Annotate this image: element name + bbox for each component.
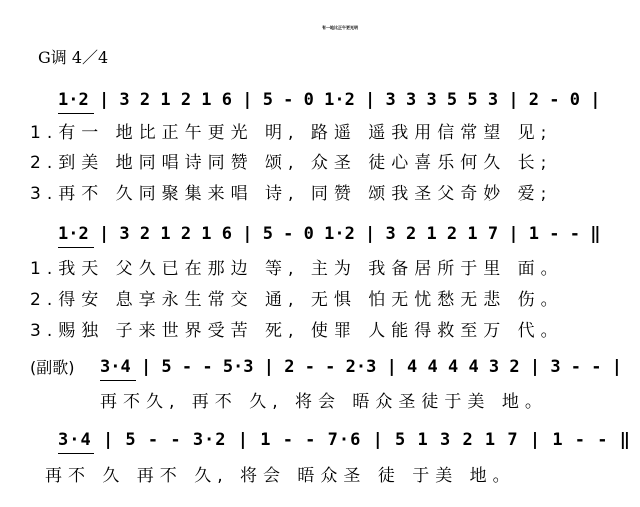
beam-underline [58,247,94,248]
notation-line-2: 1·2 | 3 2 1 2 1 6 | 5 - 0 1·2 | 3 2 1 2 1 7 | 1 - - ‖ [58,224,601,244]
notation-line-3: 3·4 | 5 - - 5·3 | 2 - - 2·3 | 4 4 4 4 3 2 | 3 - - | [100,357,622,377]
notation-line-4: 3·4 | 5 - - 3·2 | 1 - - 7·6 | 5 1 3 2 1 7 | 1 - - ‖ [58,430,631,450]
beam-underline [58,453,94,454]
lyric-line-2-verse-3: 3.赐独 子来世界受苦 死, 使罪 人能得救至万 代。 [30,321,564,341]
lyric-line-4: 再不 久 再不 久, 将会 晤众圣 徒 于美 地。 [45,466,516,486]
notation-line-1: 1·2 | 3 2 1 2 1 6 | 5 - 0 1·2 | 3 3 3 5 5 3 | 2 - 0 | [58,90,601,110]
lyric-line-1-verse-3: 3.再不 久同聚集来唱 诗, 同赞 颂我圣父奇妙 爱; [30,184,553,204]
lyric-line-1-verse-2: 2.到美 地同唱诗同赞 颂, 众圣 徒心喜乐何久 长; [30,153,553,173]
lyric-line-2-verse-2: 2.得安 息享永生常交 通, 无惧 怕无忧愁无悲 伤。 [30,290,564,310]
lyric-line-1-verse-1: 1.有一 地比正午更光 明, 路遥 遥我用信常望 见; [30,123,553,143]
beam-underline [100,380,136,381]
lyric-line-2-verse-1: 1.我天 父久已在那边 等, 主为 我备居所于里 面。 [30,259,564,279]
song-title: 有一地比正午更光明 [322,25,358,30]
key-signature: G调 4／4 [38,48,109,67]
lyric-line-3: 再不久, 再不 久, 将会 晤众圣徒于美 地。 [100,392,548,412]
refrain-label: (副歌) [30,358,75,377]
beam-underline [58,113,94,114]
